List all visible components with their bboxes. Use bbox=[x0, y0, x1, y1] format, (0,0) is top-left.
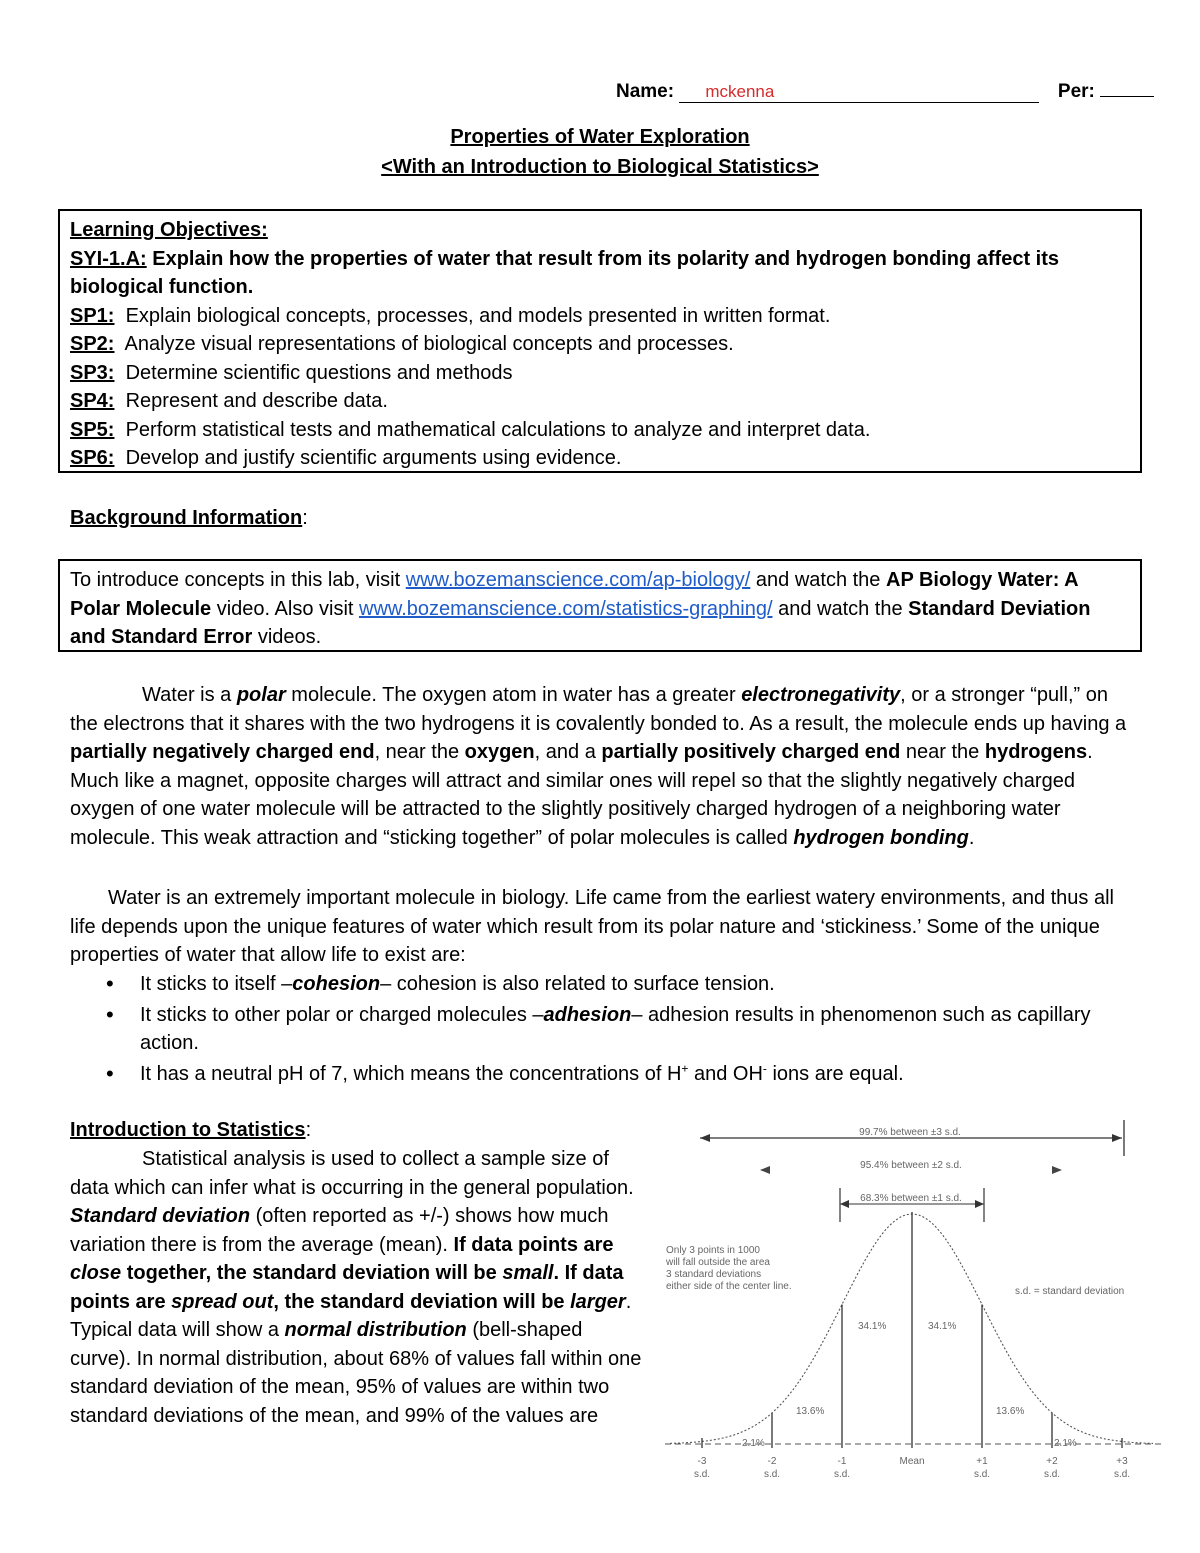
background-heading-text: Background Information bbox=[70, 507, 303, 529]
syi-text: Explain how the properties of water that result from its polarity and hydrogen bonding affect its biological function. bbox=[70, 247, 1060, 298]
intro-text: video. Also visit bbox=[211, 597, 359, 620]
axis-tick-label: +2 bbox=[1046, 1456, 1058, 1467]
axis-unit-label: s.d. bbox=[763, 1469, 781, 1480]
body-text: , near the bbox=[374, 741, 465, 763]
sp-code: SP6: bbox=[70, 447, 115, 469]
body-text: , and a bbox=[534, 741, 602, 763]
body-text: . bbox=[968, 826, 975, 849]
note-line: either side of the center line. bbox=[666, 1281, 792, 1292]
statistics-heading bbox=[70, 1116, 311, 1145]
video-links-box bbox=[58, 559, 1142, 652]
term-close: close bbox=[70, 1262, 122, 1284]
bold-text: . If data points are bbox=[70, 1262, 624, 1313]
statistics-heading-text: Introduction to Statistics bbox=[70, 1119, 306, 1141]
axis-unit-label: s.d. bbox=[1113, 1469, 1131, 1480]
statistics-heading-colon: : bbox=[305, 1119, 312, 1141]
range-3sd-label: 99.7% between ±3 s.d. bbox=[859, 1127, 961, 1138]
pct-center-left: 34.1% bbox=[858, 1321, 887, 1332]
axis-tick-label: +3 bbox=[1116, 1456, 1128, 1467]
objective-sp6 bbox=[70, 444, 1130, 473]
intro-text: and watch the bbox=[772, 597, 909, 620]
body-text: (often reported as +/-) shows how much variation there is from the average (mean). bbox=[70, 1205, 609, 1256]
axis-tick-label: -3 bbox=[697, 1456, 707, 1467]
bullet-text: It has a neutral pH of 7, which means the concentrations of H bbox=[140, 1062, 682, 1085]
bozeman-statistics-link[interactable]: www.bozemanscience.com/statistics-graphing/ bbox=[359, 597, 773, 620]
sp-text: Explain biological concepts, processes, and models presented in written format. bbox=[125, 304, 831, 327]
pct-tail-left: 2.1% bbox=[742, 1438, 765, 1449]
body-text: near the bbox=[900, 741, 985, 763]
video-title-statistics: Standard Deviation and Standard Error bbox=[70, 597, 1091, 648]
list-item bbox=[70, 1001, 1132, 1058]
page-title: Properties of Water Exploration bbox=[450, 126, 750, 148]
background-heading-colon: : bbox=[302, 507, 308, 529]
sp-code: SP1: bbox=[70, 304, 115, 327]
note-line: 3 standard deviations bbox=[666, 1269, 762, 1280]
objective-sp1 bbox=[70, 302, 1130, 331]
pct-mid-left: 13.6% bbox=[796, 1406, 825, 1417]
axis-tick-label: Mean bbox=[899, 1456, 925, 1467]
objective-sp3 bbox=[70, 359, 1130, 388]
bold-text: If data points are bbox=[453, 1233, 614, 1256]
sp-code: SP3: bbox=[70, 361, 115, 384]
sp-code: SP4: bbox=[70, 390, 115, 412]
axis-labels bbox=[694, 1456, 1130, 1480]
bullet-text: – adhesion results in phenomenon such as capillary action. bbox=[140, 1003, 1091, 1054]
term-hydrogens: hydrogens bbox=[984, 741, 1088, 763]
bold-text: together, the standard deviation will be bbox=[121, 1262, 503, 1284]
term-larger: larger bbox=[570, 1290, 626, 1313]
pct-center-right: 34.1% bbox=[928, 1321, 957, 1332]
superscript-plus: + bbox=[681, 1060, 689, 1075]
name-per-line bbox=[616, 74, 1154, 103]
sd-legend: s.d. = standard deviation bbox=[1015, 1286, 1125, 1297]
term-polar: polar bbox=[236, 684, 286, 706]
list-item bbox=[70, 1060, 1132, 1089]
list-item bbox=[70, 970, 1132, 999]
axis-tick-label: -1 bbox=[837, 1456, 847, 1467]
bullet-text: – cohesion is also related to surface tension. bbox=[380, 973, 775, 995]
term-adhesion: adhesion bbox=[543, 1003, 632, 1026]
sp-text: Determine scientific questions and methods bbox=[125, 361, 513, 384]
page-subtitle: <With an Introduction to Biological Statistics> bbox=[381, 156, 819, 178]
water-importance-paragraph: Water is an extremely important molecule in biology. Life came from the earliest watery environments, and thus all life depends upon the unique features of water which result from its polar nature and ‘stickiness.’ Some of the unique properties of water that allow life to exist are: bbox=[70, 887, 1114, 966]
note-line: will fall outside the area bbox=[666, 1257, 770, 1268]
bozeman-ap-biology-link[interactable]: www.bozemanscience.com/ap-biology/ bbox=[405, 569, 751, 591]
video-title-water: AP Biology Water: A Polar Molecule bbox=[70, 569, 1078, 620]
note-line: Only 3 points in 1000 bbox=[666, 1245, 760, 1256]
normal-distribution-figure bbox=[660, 1112, 1170, 1492]
background-heading bbox=[70, 504, 308, 533]
range-1sd-label: 68.3% between ±1 s.d. bbox=[860, 1193, 962, 1204]
sd-lines bbox=[702, 1212, 1125, 1448]
objective-sp5 bbox=[70, 416, 1130, 445]
axis-unit-label: s.d. bbox=[833, 1469, 851, 1480]
objective-sp2 bbox=[70, 330, 1130, 359]
name-field[interactable]: mckenna bbox=[679, 81, 1039, 103]
statistics-paragraph bbox=[70, 1145, 645, 1430]
superscript-minus: - bbox=[762, 1060, 767, 1075]
bullet-text: and OH bbox=[688, 1062, 763, 1085]
axis-unit-label: s.d. bbox=[1043, 1469, 1061, 1480]
sp-code: SP2: bbox=[70, 333, 115, 355]
sp-text: Develop and justify scientific arguments using evidence. bbox=[125, 447, 622, 469]
syi-code: SYI-1.A: bbox=[70, 247, 147, 270]
pct-mid-right: 13.6% bbox=[996, 1406, 1025, 1417]
per-label: Per: bbox=[1057, 81, 1095, 102]
range-3sd-arrow bbox=[700, 1120, 1124, 1156]
bullet-text: It sticks to itself – bbox=[140, 973, 293, 995]
sp-code: SP5: bbox=[70, 418, 115, 441]
axis-tick-label: -2 bbox=[767, 1456, 777, 1467]
term-electronegativity: electronegativity bbox=[741, 684, 901, 706]
sp-text: Analyze visual representations of biological concepts and processes. bbox=[124, 333, 734, 355]
body-text: (bell-shaped curve). In normal distribution, about 68% of values fall within one standard deviation of the mean, 95% of values are within two standard deviations of the mean, and 99% of the values are bbox=[70, 1319, 642, 1427]
learning-objectives-box bbox=[58, 209, 1142, 473]
name-label: Name: bbox=[616, 81, 675, 102]
pct-tail-right: 2.1% bbox=[1054, 1438, 1077, 1449]
term-standard-deviation: Standard deviation bbox=[70, 1205, 251, 1227]
objective-syi bbox=[70, 245, 1130, 302]
term-spread-out: spread out bbox=[171, 1290, 274, 1313]
term-positive-end: partially positively charged end bbox=[601, 741, 901, 763]
term-small: small bbox=[502, 1262, 554, 1284]
range-2sd-left-arrow bbox=[760, 1166, 770, 1174]
body-text: Water is a bbox=[142, 684, 237, 706]
body-text: , or a stronger “pull,” on the electrons that it shares with the two hydrogens it is covalently bonded to. As a result, the molecule ends up having a bbox=[70, 684, 1127, 735]
intro-text: videos. bbox=[252, 626, 322, 648]
term-normal-distribution: normal distribution bbox=[284, 1319, 467, 1341]
range-2sd-label: 95.4% between ±2 s.d. bbox=[860, 1160, 962, 1171]
term-oxygen: oxygen bbox=[464, 741, 535, 763]
term-negative-end: partially negatively charged end bbox=[70, 741, 375, 763]
intro-text: and watch the bbox=[750, 569, 886, 591]
sp-text: Represent and describe data. bbox=[125, 390, 388, 412]
range-2sd-right-arrow bbox=[1052, 1166, 1062, 1174]
objective-sp4 bbox=[70, 387, 1130, 416]
axis-unit-label: s.d. bbox=[693, 1469, 711, 1480]
body-text: . Much like a magnet, opposite charges will attract and similar ones will repel so that the slightly negatively charged oxygen of one water molecule will be attracted to the slightly positively charged hydrogen of a neighboring water molecule. This weak attraction and “sticking together” of polar molecules is called bbox=[70, 741, 1093, 849]
axis-tick-label: +1 bbox=[976, 1456, 988, 1467]
term-hydrogen-bonding: hydrogen bonding bbox=[793, 826, 969, 849]
term-cohesion: cohesion bbox=[292, 973, 381, 995]
body-text: Statistical analysis is used to collect a sample size of data which can infer what is occurring in the general population. bbox=[70, 1148, 634, 1199]
body-text: . Typical data will show a bbox=[70, 1290, 632, 1341]
axis-unit-label: s.d. bbox=[973, 1469, 991, 1480]
intro-text: To introduce concepts in this lab, visit bbox=[70, 569, 406, 591]
period-field[interactable] bbox=[1100, 74, 1154, 97]
body-text: molecule. The oxygen atom in water has a greater bbox=[285, 684, 742, 706]
water-polarity-paragraph bbox=[70, 681, 1132, 852]
sp-text: Perform statistical tests and mathematical calculations to analyze and interpret data. bbox=[125, 418, 871, 441]
objectives-heading: Learning Objectives: bbox=[70, 219, 268, 241]
bullet-text: It sticks to other polar or charged molecules – bbox=[140, 1003, 544, 1026]
bold-text: , the standard deviation will be bbox=[273, 1290, 571, 1313]
water-properties-list bbox=[70, 970, 1132, 1088]
bullet-text: ions are equal. bbox=[766, 1062, 904, 1085]
video-links-text bbox=[70, 566, 1130, 652]
